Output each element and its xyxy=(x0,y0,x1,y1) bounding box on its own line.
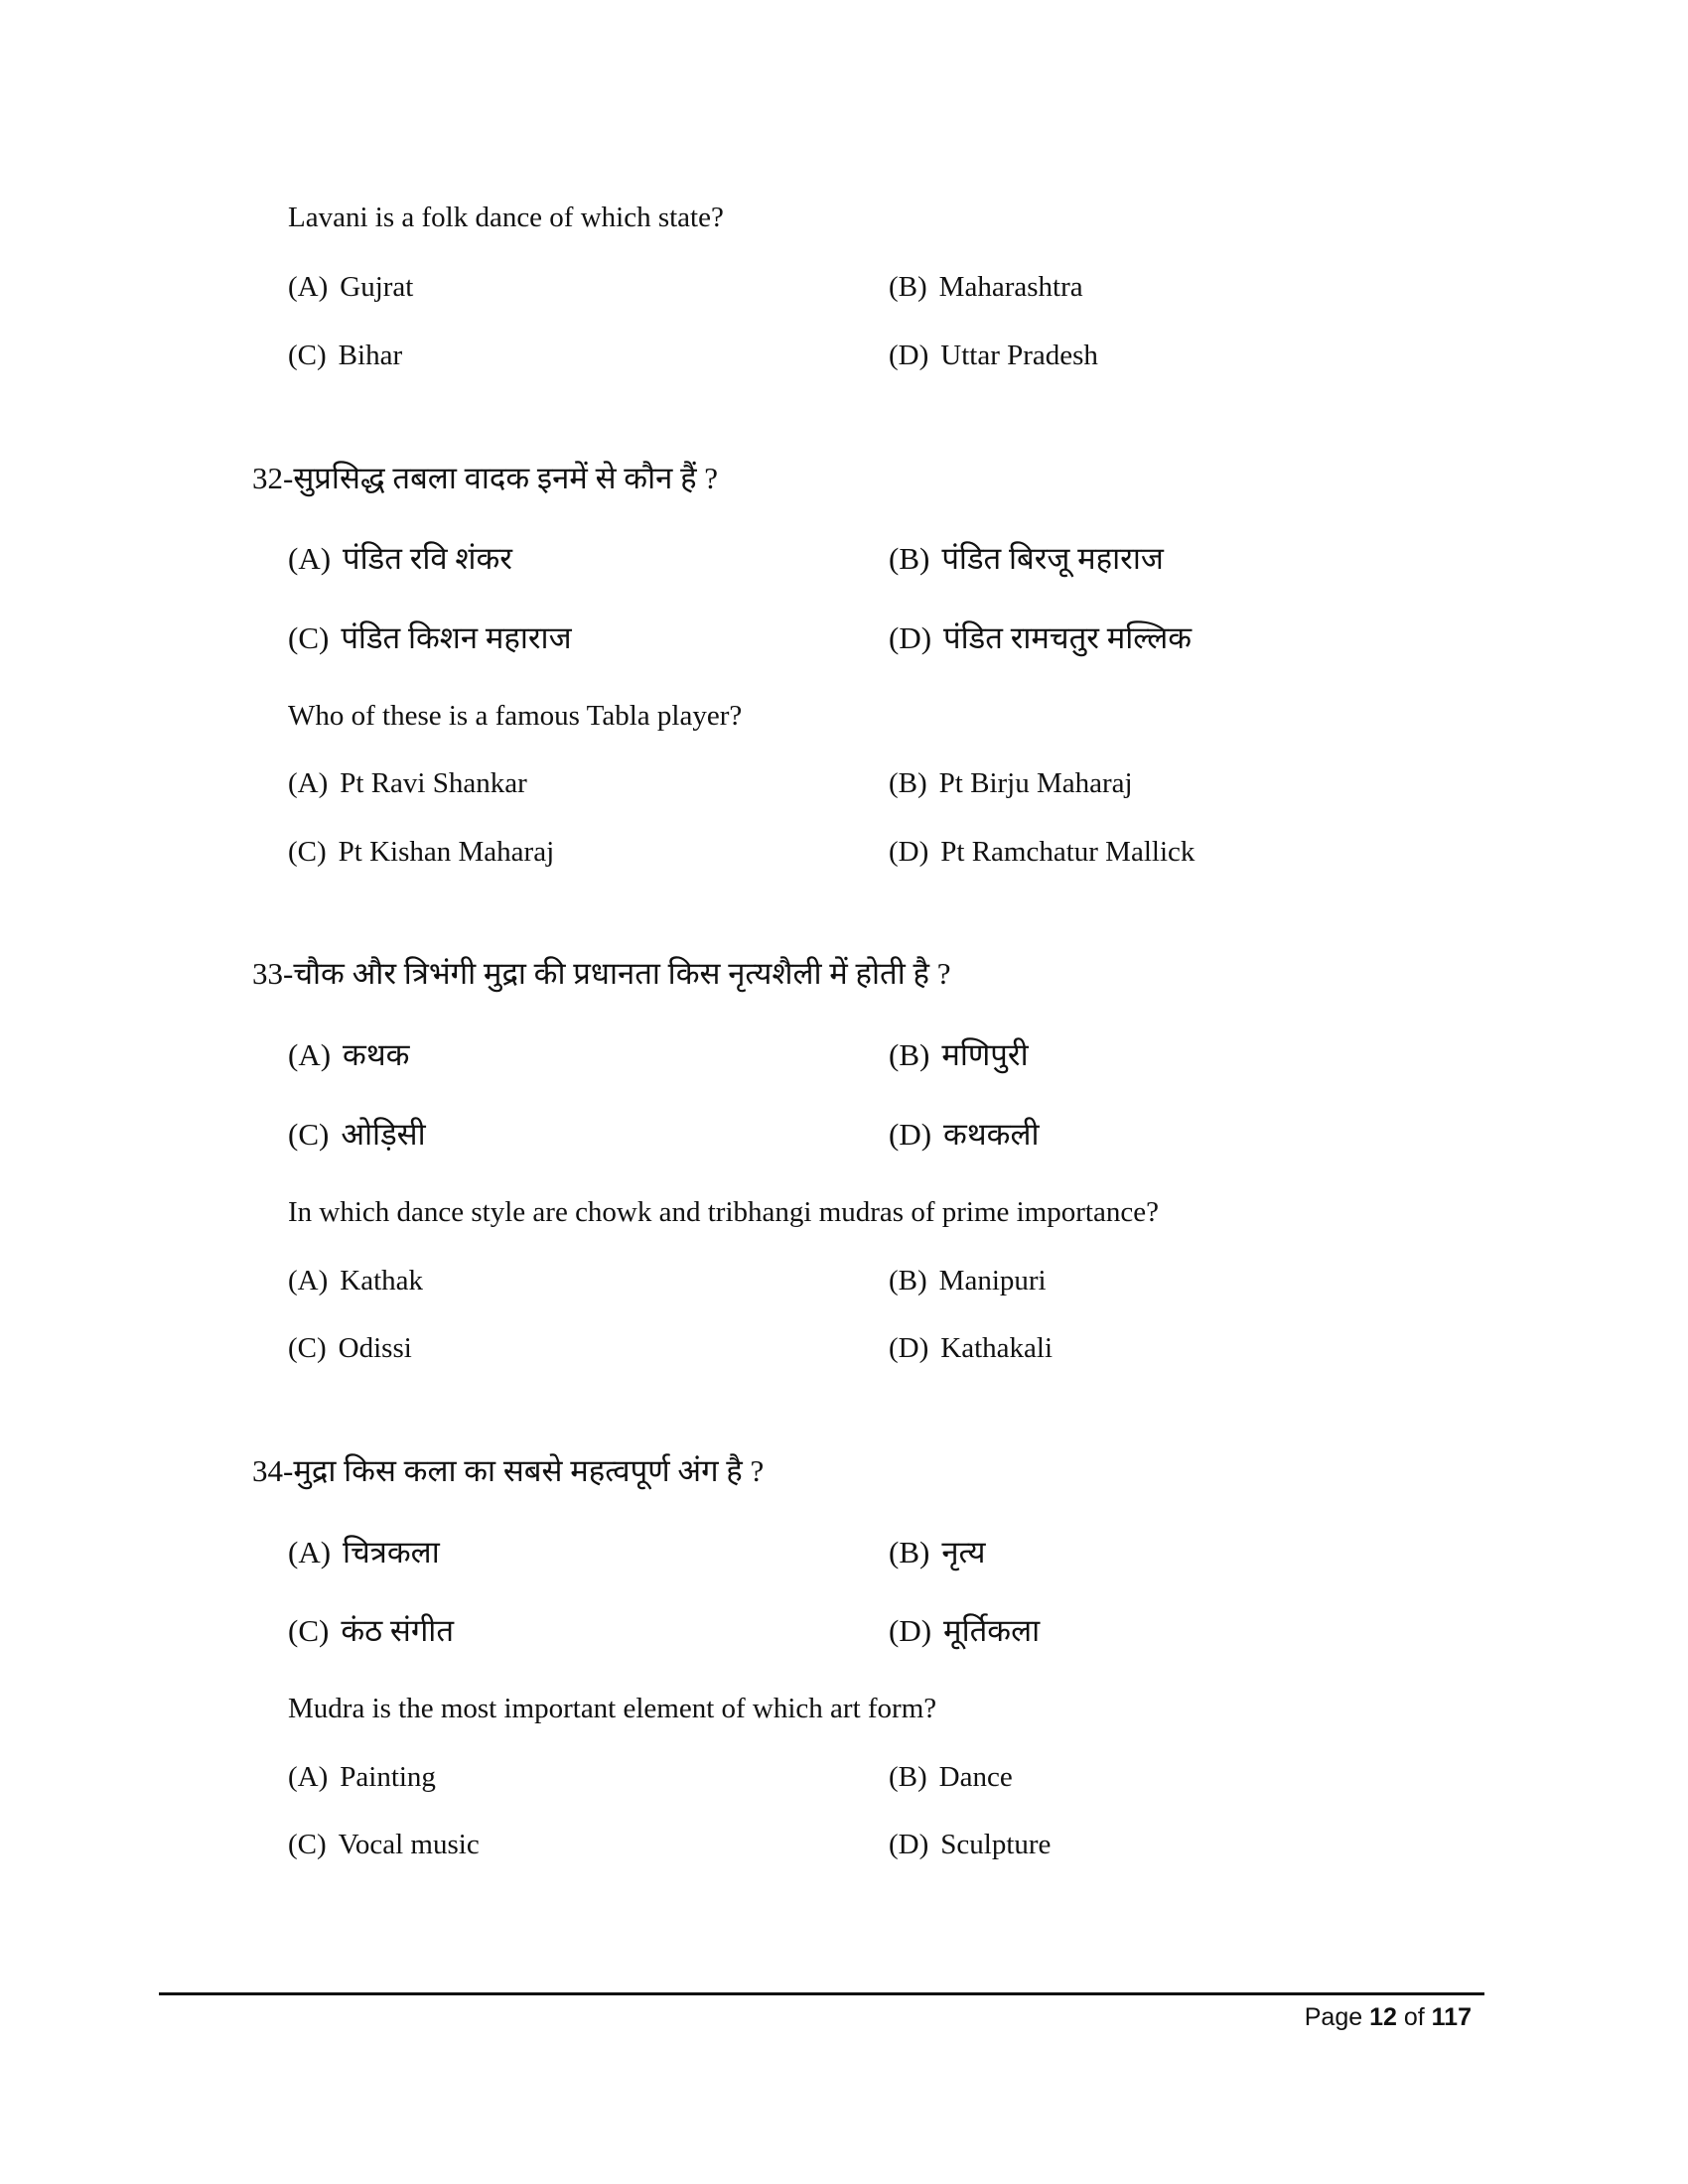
option-d xyxy=(889,1827,1051,1862)
option-text: Vocal music xyxy=(338,1829,480,1860)
option-label: (C) xyxy=(288,1332,327,1364)
question-text: सुप्रसिद्ध तबला वादक इनमें से कौन हैं ? xyxy=(293,461,719,495)
option-label: (C) xyxy=(288,1117,330,1152)
option-label: (D) xyxy=(889,340,929,371)
total-pages: 117 xyxy=(1431,2003,1472,2031)
option-a xyxy=(288,1037,409,1073)
option-label: (A) xyxy=(288,767,329,799)
option-label: (D) xyxy=(889,1613,932,1648)
option-label: (B) xyxy=(889,541,930,576)
option-label: (A) xyxy=(288,1265,329,1297)
option-text: मणिपुरी xyxy=(941,1037,1029,1072)
option-label: (A) xyxy=(288,541,332,576)
option-d xyxy=(889,338,1098,373)
option-label: (A) xyxy=(288,271,329,303)
option-b xyxy=(889,1535,986,1570)
question-english xyxy=(288,200,724,235)
option-text: चित्रकला xyxy=(343,1535,440,1570)
option-text: कथकली xyxy=(943,1117,1040,1152)
option-a xyxy=(288,1535,440,1570)
option-text: Gujrat xyxy=(340,271,414,303)
option-label: (B) xyxy=(889,1037,930,1072)
option-text: पंडित रामचतुर मल्लिक xyxy=(943,620,1193,655)
option-text: पंडित किशन महाराज xyxy=(341,620,572,655)
question-text: मुद्रा किस कला का सबसे महत्वपूर्ण अंग है ? xyxy=(293,1453,765,1488)
option-b xyxy=(889,1759,1013,1795)
option-c xyxy=(288,1613,454,1649)
option-label: (B) xyxy=(889,767,927,799)
option-label: (B) xyxy=(889,1265,927,1297)
option-text: कथक xyxy=(343,1037,410,1072)
footer-divider xyxy=(159,1992,1484,1995)
option-label: (A) xyxy=(288,1535,332,1570)
question-text: In which dance style are chowk and tribhangi mudras of prime importance? xyxy=(288,1196,1159,1228)
option-label: (C) xyxy=(288,620,330,655)
option-text: Pt Ramchatur Mallick xyxy=(940,836,1196,868)
option-c xyxy=(288,1330,412,1366)
option-c xyxy=(288,338,402,373)
current-page: 12 xyxy=(1369,2003,1397,2031)
option-a xyxy=(288,765,527,801)
option-text: Pt Birju Maharaj xyxy=(938,767,1133,799)
option-text: Sculpture xyxy=(940,1829,1052,1860)
option-text: Kathakali xyxy=(940,1332,1053,1364)
option-b xyxy=(889,765,1133,801)
option-b xyxy=(889,1037,1029,1073)
option-text: Maharashtra xyxy=(938,271,1083,303)
option-label: (C) xyxy=(288,836,327,868)
question-number: 32- xyxy=(252,461,294,495)
option-text: Painting xyxy=(340,1761,436,1793)
option-c xyxy=(288,620,572,656)
option-text: Pt Ravi Shankar xyxy=(340,767,527,799)
option-label: (D) xyxy=(889,620,932,655)
question-text: Mudra is the most important element of which art form? xyxy=(288,1693,937,1724)
option-label: (C) xyxy=(288,1829,327,1860)
option-text: Bihar xyxy=(338,340,403,371)
option-c xyxy=(288,834,554,870)
option-label: (D) xyxy=(889,1332,929,1364)
option-a xyxy=(288,541,512,577)
option-b xyxy=(889,269,1083,305)
option-text: पंडित रवि शंकर xyxy=(343,541,512,576)
question-hindi xyxy=(252,956,950,992)
option-label: (B) xyxy=(889,1535,930,1570)
option-c xyxy=(288,1117,426,1153)
option-label: (B) xyxy=(889,1761,927,1793)
option-d xyxy=(889,834,1195,870)
page-word: Page xyxy=(1304,2003,1363,2031)
question-hindi xyxy=(252,1453,764,1489)
option-text: Dance xyxy=(938,1761,1013,1793)
question-hindi xyxy=(252,461,718,496)
option-text: Odissi xyxy=(338,1332,412,1364)
option-label: (D) xyxy=(889,1829,929,1860)
option-a xyxy=(288,1759,436,1795)
option-d xyxy=(889,1330,1053,1366)
option-text: कंठ संगीत xyxy=(341,1613,455,1648)
question-number: 33- xyxy=(252,956,294,991)
question-text: चौक और त्रिभंगी मुद्रा की प्रधानता किस नृत्यशैली में होती है ? xyxy=(293,956,951,991)
question-english xyxy=(288,698,742,734)
option-text: मूर्तिकला xyxy=(943,1613,1041,1648)
option-text: Uttar Pradesh xyxy=(940,340,1098,371)
option-label: (D) xyxy=(889,836,929,868)
option-b xyxy=(889,541,1164,577)
option-text: Manipuri xyxy=(938,1265,1047,1297)
option-label: (C) xyxy=(288,1613,330,1648)
option-b xyxy=(889,1263,1047,1298)
option-a xyxy=(288,269,413,305)
question-number: 34- xyxy=(252,1453,294,1488)
question-english xyxy=(288,1691,936,1726)
option-label: (A) xyxy=(288,1037,332,1072)
option-d xyxy=(889,620,1192,656)
page-number xyxy=(1305,2003,1472,2032)
option-text: नृत्य xyxy=(941,1535,986,1570)
option-d xyxy=(889,1613,1040,1649)
option-label: (B) xyxy=(889,271,927,303)
question-text: Who of these is a famous Tabla player? xyxy=(288,700,743,732)
option-a xyxy=(288,1263,423,1298)
option-d xyxy=(889,1117,1040,1153)
option-text: Kathak xyxy=(340,1265,424,1297)
option-text: Pt Kishan Maharaj xyxy=(338,836,555,868)
option-label: (D) xyxy=(889,1117,932,1152)
option-text: पंडित बिरजू महाराज xyxy=(941,541,1164,576)
of-word: of xyxy=(1403,2003,1425,2031)
option-label: (C) xyxy=(288,340,327,371)
question-text: Lavani is a folk dance of which state? xyxy=(288,202,724,233)
option-label: (A) xyxy=(288,1761,329,1793)
question-english xyxy=(288,1194,1159,1230)
option-text: ओड़िसी xyxy=(341,1117,426,1152)
option-c xyxy=(288,1827,480,1862)
